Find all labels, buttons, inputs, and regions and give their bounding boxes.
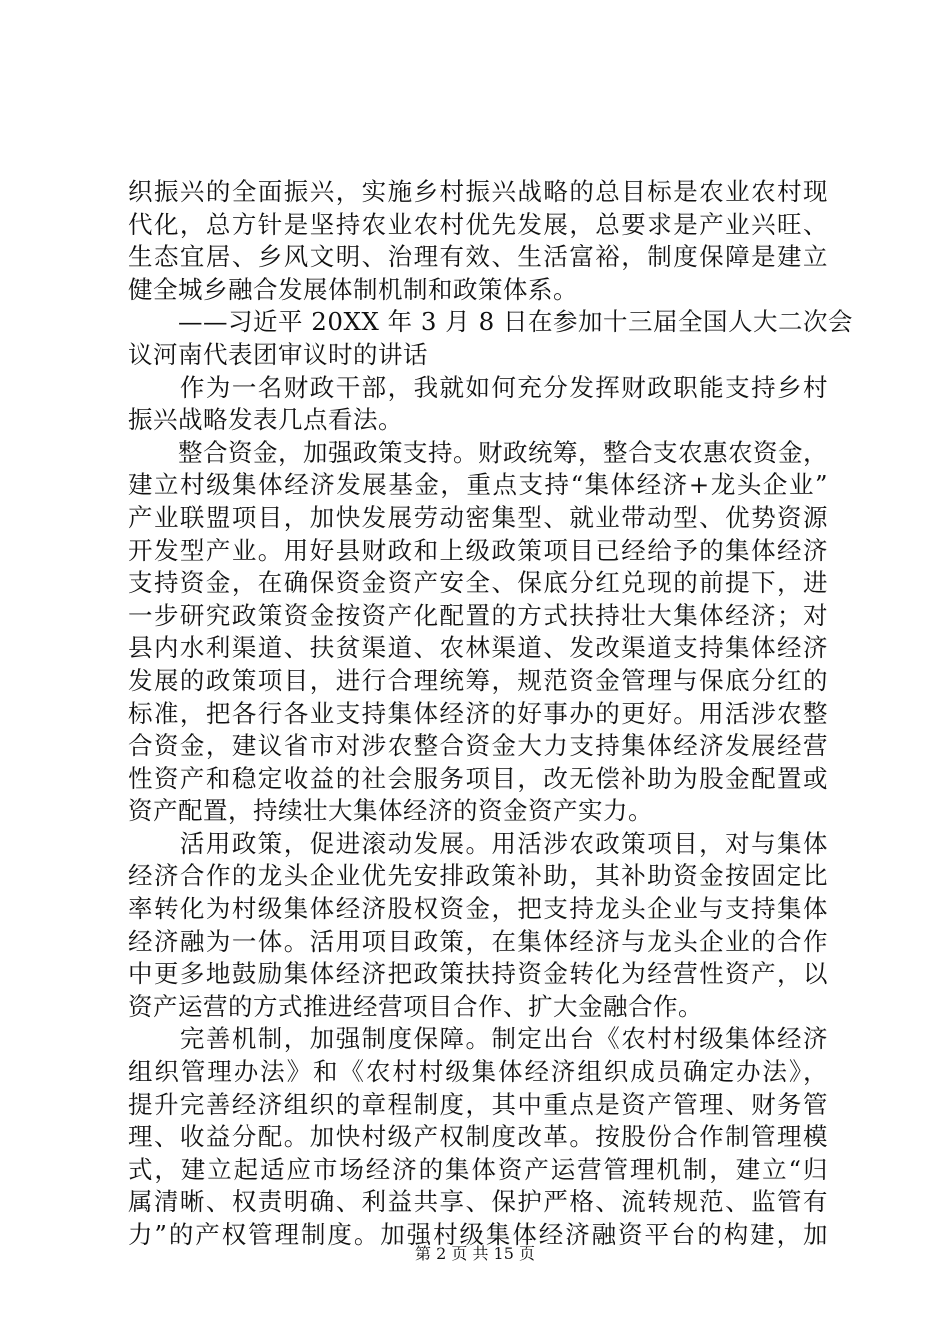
text-line: 率转化为村级集体经济股权资金，把支持龙头企业与支持集体 (128, 894, 828, 924)
text-line: 资产配置，持续壮大集体经济的资金资产实力。 (128, 796, 653, 826)
text-line: ——习近平 20XX 年 3 月 8 日在参加十三届全国人大二次会 (128, 307, 853, 337)
text-line: 中更多地鼓励集体经济把政策扶持资金转化为经营性资产，以 (128, 959, 828, 989)
text-line: 开发型产业。用好县财政和上级政策项目已经给予的集体经济 (128, 535, 828, 565)
text-line: 整合资金，加强政策支持。财政统筹，整合支农惠农资金， (128, 437, 828, 467)
body-text (128, 176, 853, 1252)
text-line: 一步研究政策资金按资产化配置的方式扶持壮大集体经济；对 (128, 600, 828, 630)
text-line: 提升完善经济组织的章程制度，其中重点是资产管理、财务管 (128, 1089, 828, 1119)
text-line: 县内水利渠道、扶贫渠道、农林渠道、发改渠道支持集体经济 (128, 633, 828, 663)
text-line: 标准，把各行各业支持集体经济的好事办的更好。用活涉农整 (128, 698, 828, 728)
text-line: 性资产和稳定收益的社会服务项目，改无偿补助为股金配置或 (128, 763, 828, 793)
text-line: 产业联盟项目，加快发展劳动密集型、就业带动型、优势资源 (128, 502, 828, 532)
text-line: 振兴战略发表几点看法。 (128, 405, 403, 435)
text-line: 力”的产权管理制度。加强村级集体经济融资平台的构建，加 (128, 1220, 828, 1249)
text-line: 理、收益分配。加快村级产权制度改革。按股份合作制管理模 (128, 1122, 828, 1152)
text-line: 作为一名财政干部，我就如何充分发挥财政职能支持乡村 (128, 372, 828, 402)
text-line: 活用政策，促进滚动发展。用活涉农政策项目，对与集体 (128, 828, 828, 858)
text-line: 资产运营的方式推进经营项目合作、扩大金融合作。 (128, 991, 703, 1021)
text-line: 属清晰、权责明确、利益共享、保护严格、流转规范、监管有 (128, 1187, 828, 1217)
text-line: 组织管理办法》和《农村村级集体经济组织成员确定办法》， (128, 1057, 828, 1087)
text-line: 织振兴的全面振兴，实施乡村振兴战略的总目标是农业农村现 (128, 177, 828, 206)
text-line: 经济合作的龙头企业优先安排政策补助，其补助资金按固定比 (128, 861, 828, 891)
text-line: 合资金，建议省市对涉农整合资金大力支持集体经济发展经营 (128, 731, 828, 761)
text-line: 代化，总方针是坚持农业农村优先发展，总要求是产业兴旺、 (128, 209, 828, 239)
text-line: 发展的政策项目，进行合理统筹，规范资金管理与保底分红的 (128, 665, 828, 695)
text-line: 完善机制，加强制度保障。制定出台《农村村级集体经济 (128, 1024, 828, 1054)
text-line: 生态宜居、乡风文明、治理有效、生活富裕，制度保障是建立 (128, 242, 828, 272)
text-line: 支持资金，在确保资金资产安全、保底分红兑现的前提下，进 (128, 568, 828, 598)
text-line: 议河南代表团审议时的讲话 (128, 339, 428, 369)
text-line: 式，建立起适应市场经济的集体资产运营管理机制，建立“归 (128, 1154, 828, 1184)
text-line: 经济融为一体。活用项目政策，在集体经济与龙头企业的合作 (128, 926, 828, 956)
page-footer: 第 2 页 共 15 页 (415, 1244, 535, 1263)
text-line: 健全城乡融合发展体制机制和政策体系。 (128, 274, 578, 304)
text-line: 建立村级集体经济发展基金，重点支持“集体经济+龙头企业” (128, 470, 828, 500)
